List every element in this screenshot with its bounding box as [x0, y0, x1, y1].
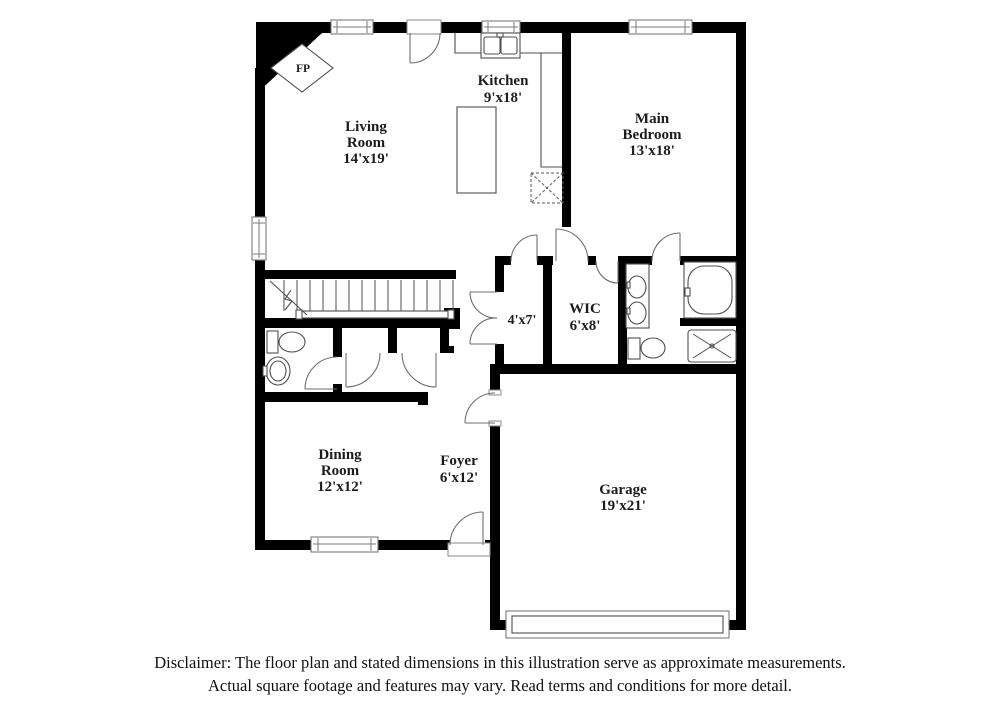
- dining-room-dims: 12'x12': [317, 479, 363, 495]
- living-room-label: Room: [346, 135, 386, 151]
- main-bedroom-label: Bedroom: [622, 127, 682, 143]
- kitchen-dims: 9'x18': [483, 90, 523, 106]
- disclaimer-line-2: Actual square footage and features may vary. Read terms and conditions for more detail.: [207, 676, 792, 695]
- wall-dining-top: [260, 392, 418, 402]
- wall-closet-wic: [543, 260, 552, 372]
- living-room-label: Living: [345, 119, 387, 135]
- dining-room-label: Room: [320, 463, 360, 479]
- wall-segment: [440, 346, 454, 353]
- toilet-tank: [267, 331, 278, 353]
- wall-tub-shower: [680, 318, 738, 326]
- staircase: [270, 280, 454, 319]
- wall-segment: [495, 256, 504, 292]
- tub-faucet: [685, 288, 690, 296]
- kitchen-island: [457, 107, 496, 193]
- hall-closet-dims: 4'x7': [507, 313, 537, 328]
- wall-closet-divider: [388, 328, 397, 353]
- window-dining: [311, 537, 378, 552]
- wall-segment: [418, 392, 428, 405]
- wall-segment: [333, 384, 342, 392]
- sink-faucet: [627, 308, 630, 314]
- toilet-bowl: [641, 338, 665, 358]
- stair-direction-line: [270, 281, 307, 315]
- main-bedroom-label: Main: [634, 111, 670, 127]
- main-bedroom-dims: 13'x18': [629, 143, 675, 159]
- foyer-dims: 6'x12': [439, 470, 479, 486]
- front-door: [448, 512, 490, 556]
- toilet-bowl: [279, 332, 305, 352]
- garage-dims: 19'x21': [600, 498, 646, 514]
- kitchen-label: Kitchen: [477, 73, 529, 89]
- closet-double-doors: [470, 292, 497, 344]
- wic-dims: 6'x8': [569, 318, 601, 334]
- window-living-top: [331, 20, 373, 34]
- kitchen-fixtures: [455, 33, 563, 203]
- wall-stairs-top: [260, 270, 456, 279]
- window-bedroom: [629, 20, 692, 34]
- powder-room-fixtures: [263, 331, 305, 385]
- wic-label: WIC: [569, 301, 601, 317]
- kitchen-counter-side: [541, 53, 562, 167]
- wall-segment: [300, 22, 332, 33]
- wall-segment: [588, 256, 596, 265]
- disclaimer-line-1: Disclaimer: The floor plan and stated dimensions in this illustration serve as approximate measurements.: [154, 653, 846, 672]
- wall-left: [255, 68, 265, 550]
- wall-garage-bottom: [490, 620, 508, 630]
- garage-label: Garage: [599, 482, 647, 498]
- wall-segment: [440, 22, 482, 33]
- wall-segment: [520, 22, 630, 33]
- wall-stairs-bottom: [260, 318, 460, 328]
- wall-segment: [495, 344, 504, 370]
- living-room-dims: 14'x19': [343, 151, 389, 167]
- garage-door: [506, 611, 729, 638]
- toilet-tank: [628, 338, 640, 359]
- wall-segment: [373, 22, 408, 33]
- wall-garage-left: [490, 424, 500, 630]
- wic-door: [596, 261, 618, 283]
- bathtub: [684, 262, 736, 318]
- hall-closet-door-left: [346, 353, 380, 387]
- sink-faucet: [627, 282, 630, 288]
- sink-faucet: [263, 366, 267, 376]
- disclaimer: [0, 651, 1000, 697]
- hall-closet-door-right: [402, 353, 436, 387]
- stair-rail-post: [296, 310, 302, 319]
- bedroom-door: [556, 229, 588, 261]
- window-kitchen: [482, 21, 520, 33]
- garage-entry-door: [465, 390, 501, 426]
- window-living-left: [252, 217, 266, 260]
- bathroom-door: [652, 233, 680, 261]
- wall-garage-bottom: [727, 620, 746, 630]
- stair-rail-post: [448, 310, 454, 319]
- stair-rail: [300, 311, 450, 318]
- kitchen-faucet: [497, 33, 503, 37]
- foyer-label: Foyer: [440, 453, 478, 469]
- wall-powder-right: [333, 328, 342, 357]
- hall-door: [511, 235, 537, 261]
- main-bath-fixtures: [626, 262, 736, 362]
- powder-room-door: [305, 357, 337, 389]
- fireplace-label: FP: [295, 63, 311, 75]
- dining-room-label: Dining: [318, 447, 362, 463]
- back-door: [407, 20, 441, 63]
